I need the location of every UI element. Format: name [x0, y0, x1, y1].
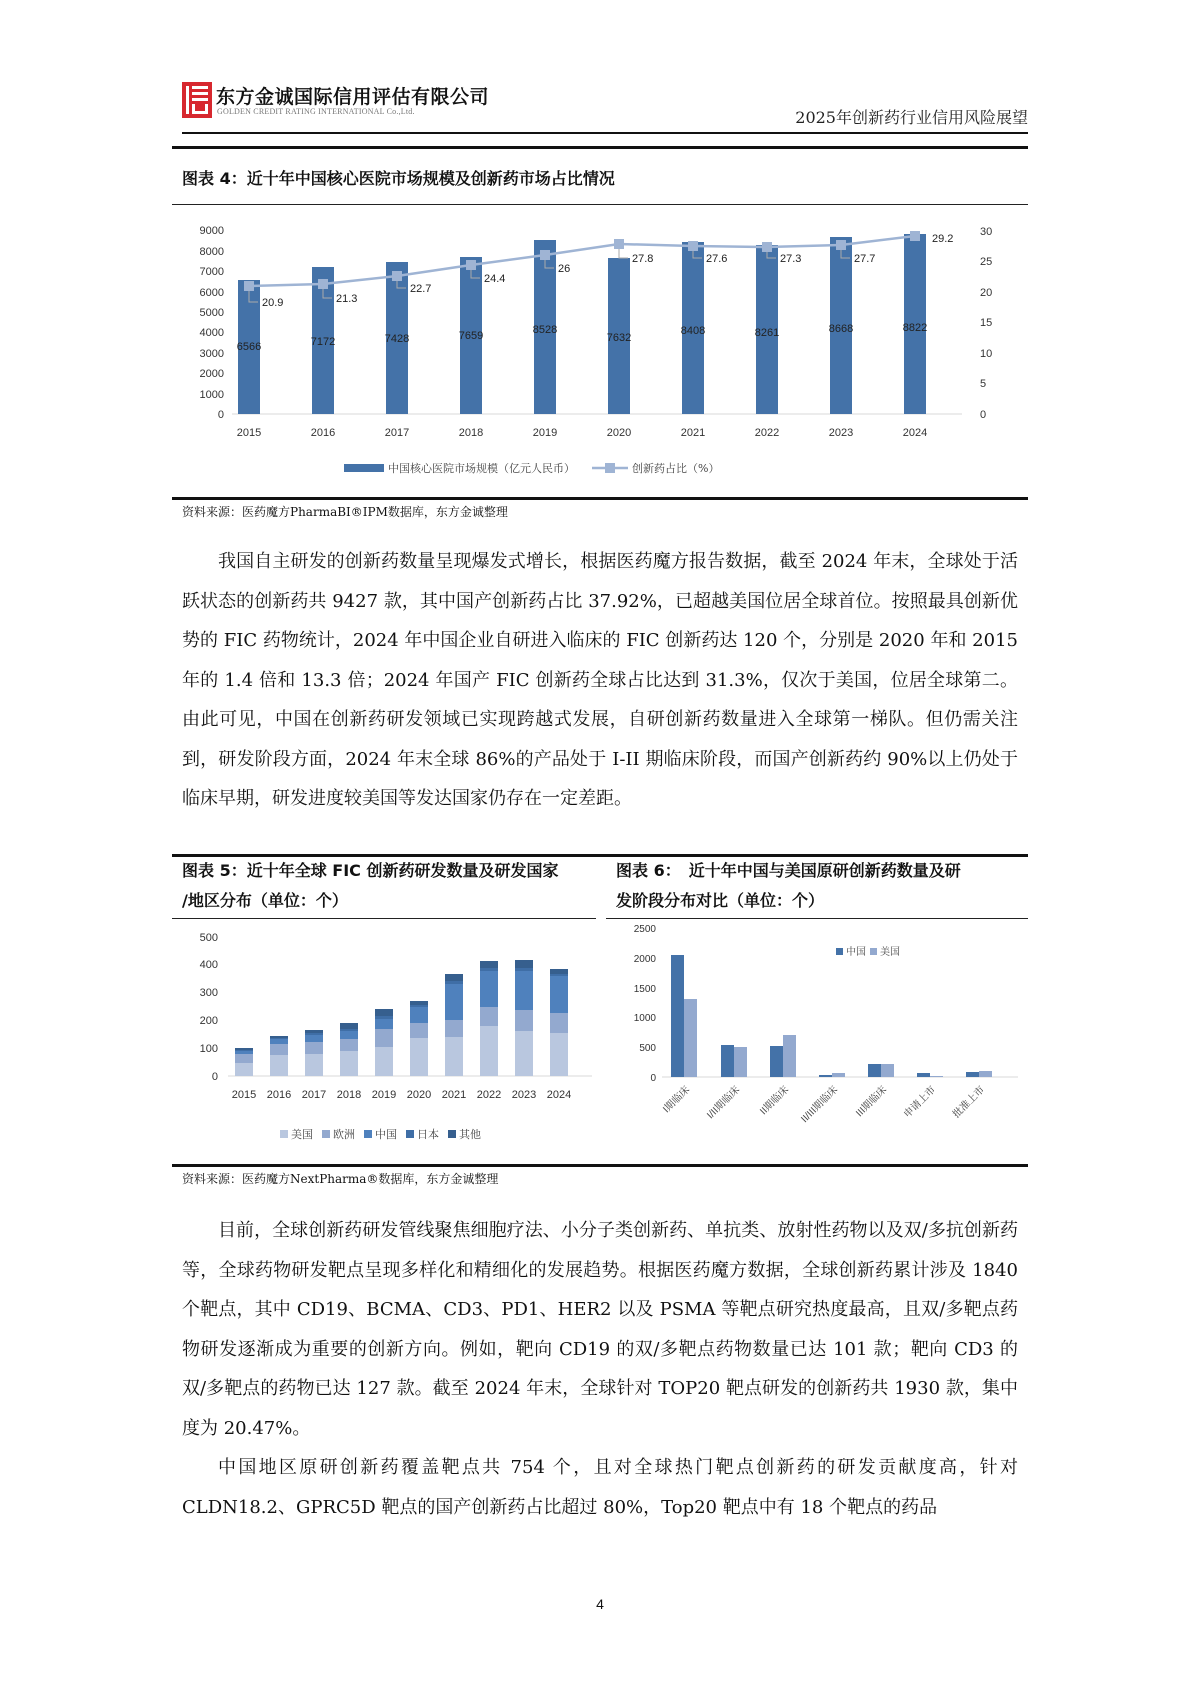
svg-text:27.3: 27.3: [780, 253, 802, 265]
figure6-title-line1: 图表 6： 近十年中国与美国原研创新药数量及研: [616, 861, 961, 880]
svg-text:2022: 2022: [476, 1089, 502, 1101]
svg-text:美国: 美国: [880, 947, 900, 958]
figure4-bars: [238, 234, 926, 414]
svg-text:中国核心医院市场规模（亿元人民币）: 中国核心医院市场规模（亿元人民币）: [388, 462, 575, 475]
figure4-bar-labels: [237, 322, 927, 353]
svg-text:I期临床: I期临床: [661, 1084, 693, 1116]
body-paragraph-3: 中国地区原研创新药覆盖靶点共 754 个，且对全球热门靶点创新药的研发贡献度高，针对 CLDN18.2、GPRC5D 靶点的国产创新药占比超过 80%，Top20 靶点中有 18 个靶点的药品: [182, 1457, 1018, 1518]
svg-text:2023: 2023: [828, 427, 854, 439]
svg-text:创新药占比（%）: 创新药占比（%）: [632, 462, 720, 475]
svg-text:9000: 9000: [199, 225, 224, 237]
svg-text:2017: 2017: [301, 1089, 327, 1101]
svg-text:2021: 2021: [441, 1089, 467, 1101]
header-divider: [182, 132, 1028, 134]
svg-text:27.7: 27.7: [854, 253, 876, 265]
figure6-title: [616, 856, 1036, 916]
svg-text:2015: 2015: [236, 427, 262, 439]
svg-text:100: 100: [199, 1043, 218, 1055]
figure4-legend: [344, 461, 719, 475]
svg-text:8408: 8408: [680, 325, 706, 337]
svg-text:500: 500: [639, 1043, 656, 1054]
svg-text:III期临床: III期临床: [854, 1084, 890, 1120]
page-header: [182, 80, 1028, 130]
svg-text:I/II期临床: I/II期临床: [705, 1084, 743, 1122]
svg-text:10: 10: [980, 348, 993, 360]
svg-text:II/III期临床: II/III期临床: [799, 1084, 841, 1126]
svg-text:2016: 2016: [266, 1089, 292, 1101]
svg-text:1500: 1500: [633, 984, 656, 995]
svg-text:25: 25: [980, 256, 993, 268]
svg-text:1000: 1000: [199, 389, 224, 401]
svg-text:3000: 3000: [199, 348, 224, 360]
svg-text:7000: 7000: [199, 266, 224, 278]
svg-text:2500: 2500: [633, 924, 656, 935]
figure5-chart: [172, 920, 596, 1160]
svg-text:27.8: 27.8: [632, 253, 654, 265]
figure5-legend: [280, 1127, 481, 1141]
figure5-title: [182, 856, 602, 916]
figure4-source: 资料来源：医药魔方PharmaBI®IPM数据库，东方金诚整理: [182, 505, 508, 519]
svg-text:申请上市: 申请上市: [902, 1084, 939, 1121]
svg-text:2020: 2020: [406, 1089, 432, 1101]
golden-credit-logo-icon: [182, 82, 212, 118]
svg-text:6566: 6566: [236, 341, 262, 353]
svg-text:400: 400: [199, 959, 218, 971]
svg-text:8528: 8528: [532, 324, 558, 336]
figure6-y-axis: [634, 924, 657, 1084]
svg-text:其他: 其他: [459, 1128, 481, 1141]
svg-text:26: 26: [558, 263, 571, 275]
svg-text:2024: 2024: [902, 427, 928, 439]
figure6-legend: [836, 945, 900, 958]
figures56-source: 资料来源：医药魔方NextPharma®数据库，东方金诚整理: [182, 1172, 499, 1186]
figure6-chart: [606, 920, 1028, 1160]
svg-text:中国: 中国: [375, 1128, 397, 1141]
svg-text:7659: 7659: [458, 330, 484, 342]
svg-text:2000: 2000: [199, 368, 224, 380]
report-title: 2025年创新药行业信用风险展望: [795, 108, 1028, 127]
svg-text:30: 30: [980, 226, 993, 238]
svg-text:2019: 2019: [532, 427, 558, 439]
svg-text:22.7: 22.7: [410, 283, 432, 295]
svg-text:2024: 2024: [546, 1089, 572, 1101]
svg-text:8822: 8822: [902, 322, 928, 334]
svg-text:2019: 2019: [371, 1089, 397, 1101]
svg-text:20.9: 20.9: [262, 297, 284, 309]
svg-text:日本: 日本: [417, 1128, 439, 1141]
figure4-bottom-rule: [172, 497, 1028, 500]
svg-text:7632: 7632: [606, 332, 632, 344]
svg-text:15: 15: [980, 317, 993, 329]
svg-text:2017: 2017: [384, 427, 410, 439]
svg-text:20: 20: [980, 287, 993, 299]
svg-text:0: 0: [650, 1073, 656, 1084]
figure4-share-line: [249, 236, 915, 286]
svg-text:批准上市: 批准上市: [951, 1084, 988, 1121]
svg-text:8668: 8668: [828, 323, 854, 335]
svg-text:8000: 8000: [199, 246, 224, 258]
body-paragraph-1: 我国自主研发的创新药数量呈现爆发式增长，根据医药魔方报告数据，截至 2024 年末，全球处于活跃状态的创新药共 9427 款，其中国产创新药占比 37.92%，已超越美国位居全球首位。按照最具创新优势的 FIC 药物统计，2024 年中国企业自研进入临床的 FIC 创新药达 120 个，分别是 2020 年和 2015 年的 1.4 倍和 13.3 倍；2024 年国产 FIC 创新药全球占比达到 31.3%，仅次于美国，位居全球第二。由此可见，中国在创新药研发领域已实现跨越式发展，自研创新药数量进入全球第一梯队。但仍需关注到，研发阶段方面，2024 年末全球 86%的产品处于 I-II 期临床阶段，而国产创新药约 90%以上仍处于临床早期，研发进度较美国等发达国家仍存在一定差距。: [182, 551, 1018, 809]
figure4-right-axis: [980, 226, 992, 421]
svg-text:2020: 2020: [606, 427, 632, 439]
figure4-x-axis: [237, 427, 927, 439]
svg-text:7428: 7428: [384, 333, 410, 345]
figure5-x-axis: [232, 1089, 571, 1101]
svg-text:1000: 1000: [633, 1013, 656, 1024]
svg-text:24.4: 24.4: [484, 273, 506, 285]
company-name-en: GOLDEN CREDIT RATING INTERNATIONAL Co.,Ltd.: [217, 107, 415, 116]
svg-text:21.3: 21.3: [336, 293, 358, 305]
svg-text:500: 500: [199, 932, 218, 944]
figure6-title-rule: [606, 918, 1028, 919]
svg-text:4000: 4000: [199, 327, 224, 339]
body-paragraph-2: 目前，全球创新药研发管线聚焦细胞疗法、小分子类创新药、单抗类、放射性药物以及双/多抗创新药等，全球药物研发靶点呈现多样化和精细化的发展趋势。根据医药魔方数据，全球创新药累计涉及 1840 个靶点，其中 CD19、BCMA、CD3、PD1、HER2 以及 PSMA 等靶点研究热度最高，且双/多靶点药物研发逐渐成为重要的创新方向。例如，靶向 CD19 的双/多靶点药物数量已达 101 款；靶向 CD3 的双/多靶点的药物已达 127 款。截至 2024 年末，全球针对 TOP20 靶点研发的创新药共 1930 款，集中度为 20.47%。: [182, 1220, 1018, 1439]
figure4-title-rule: [172, 204, 1028, 205]
page-number: 4: [596, 1596, 604, 1612]
figure6-title-line2: 发阶段分布对比（单位：个）: [616, 891, 825, 910]
figure6-bars: [671, 955, 992, 1077]
figure4-chart: [172, 210, 1028, 490]
svg-text:2000: 2000: [633, 954, 656, 965]
svg-text:0: 0: [211, 1071, 218, 1083]
svg-text:2015: 2015: [231, 1089, 257, 1101]
svg-text:2018: 2018: [336, 1089, 362, 1101]
svg-text:II期临床: II期临床: [758, 1084, 792, 1118]
svg-text:6000: 6000: [199, 287, 224, 299]
figure5-title-rule: [172, 918, 596, 919]
figure4-left-axis: [200, 225, 224, 421]
svg-text:2023: 2023: [511, 1089, 537, 1101]
svg-text:200: 200: [199, 1015, 218, 1027]
figure5-bars: [235, 960, 568, 1076]
svg-text:5: 5: [980, 378, 987, 390]
svg-text:0: 0: [217, 409, 224, 421]
svg-text:8261: 8261: [754, 327, 780, 339]
svg-text:300: 300: [199, 987, 218, 999]
figures56-bottom-rule: [172, 1164, 1028, 1167]
figure4-top-rule: [172, 146, 1028, 149]
svg-text:美国: 美国: [291, 1128, 313, 1141]
svg-text:2018: 2018: [458, 427, 484, 439]
svg-text:欧洲: 欧洲: [333, 1128, 355, 1141]
svg-text:2016: 2016: [310, 427, 336, 439]
svg-text:5000: 5000: [199, 307, 224, 319]
svg-text:2021: 2021: [680, 427, 706, 439]
svg-text:0: 0: [980, 409, 987, 421]
figure4-title: 图表 4：近十年中国核心医院市场规模及创新药市场占比情况: [182, 169, 615, 188]
figure5-title-line1: 图表 5：近十年全球 FIC 创新药研发数量及研发国家: [182, 861, 559, 880]
company-name-cn: 东方金诚国际信用评估有限公司: [216, 86, 490, 108]
figure5-title-line2: /地区分布（单位：个）: [182, 891, 348, 910]
svg-text:29.2: 29.2: [932, 233, 954, 245]
svg-text:中国: 中国: [846, 947, 866, 958]
figure5-y-axis: [200, 932, 218, 1083]
svg-text:27.6: 27.6: [706, 253, 728, 265]
svg-text:2022: 2022: [754, 427, 780, 439]
svg-text:7172: 7172: [310, 336, 336, 348]
figure6-x-axis: [660, 1083, 987, 1125]
